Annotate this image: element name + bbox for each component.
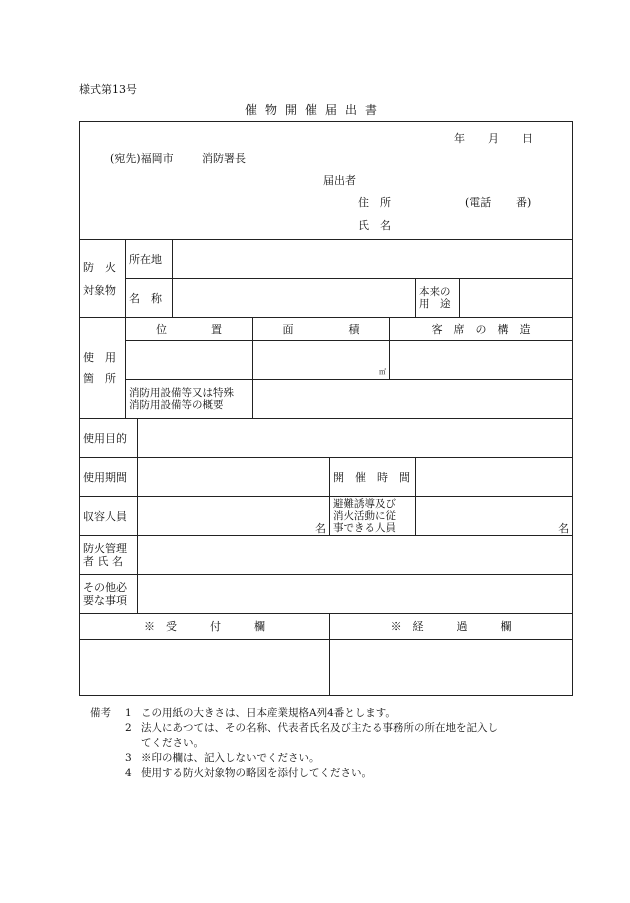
capacity-unit: 名 bbox=[315, 522, 326, 535]
area-unit: ㎡ bbox=[379, 368, 386, 376]
capacity-label: 収容人員 bbox=[80, 497, 138, 536]
remarks bbox=[90, 706, 498, 781]
target-label bbox=[80, 240, 126, 318]
remark-text: 法人にあつては、その名称、代表者氏名及び主たる事務所の所在地を記入し bbox=[141, 722, 498, 734]
other-line1: その他必 bbox=[83, 581, 127, 594]
area-field[interactable] bbox=[253, 341, 390, 380]
other-line2: 要な事項 bbox=[83, 594, 127, 607]
equipment-field[interactable] bbox=[253, 380, 573, 419]
phone-label: (電話 bbox=[465, 196, 492, 209]
reception-field bbox=[80, 640, 330, 696]
address-label: 住 所 bbox=[358, 196, 391, 209]
staff-label bbox=[330, 497, 416, 536]
notifier-label: 届出者 bbox=[323, 174, 356, 187]
reception-header: ※ 受 付 欄 bbox=[80, 614, 330, 640]
purpose-of-use-label: 使用目的 bbox=[80, 419, 138, 458]
location-field[interactable] bbox=[173, 240, 573, 279]
capacity-field[interactable] bbox=[138, 497, 330, 536]
purpose-label-line1: 本来の bbox=[419, 286, 451, 298]
date-year: 年 bbox=[454, 132, 465, 145]
purpose-label bbox=[416, 279, 460, 318]
remark-num: 1 bbox=[125, 707, 132, 719]
col-position: 位 置 bbox=[126, 318, 253, 341]
location-label: 所在地 bbox=[126, 240, 173, 279]
remark-text: この用紙の大きさは、日本産業規格A列4番とします。 bbox=[141, 707, 396, 719]
remark-num: 4 bbox=[125, 767, 132, 779]
event-time-label: 開 催 時 間 bbox=[330, 458, 416, 497]
position-field[interactable] bbox=[126, 341, 253, 380]
staff-line2: 消火活動に従 bbox=[333, 510, 396, 522]
equipment-label bbox=[126, 380, 253, 419]
addressee: (宛先)福岡市 bbox=[110, 152, 174, 165]
staff-field[interactable] bbox=[416, 497, 573, 536]
progress-header: ※ 経 過 欄 bbox=[330, 614, 573, 640]
event-time-field[interactable] bbox=[416, 458, 573, 497]
fire-manager-label bbox=[80, 536, 138, 575]
fire-manager-field[interactable] bbox=[138, 536, 573, 575]
chief: 消防署長 bbox=[202, 152, 246, 165]
target-label-line2: 対象物 bbox=[83, 283, 116, 297]
date-month: 月 bbox=[488, 132, 499, 145]
name-label: 氏 名 bbox=[358, 219, 391, 232]
name-field[interactable] bbox=[173, 279, 416, 318]
usage-label-line1: 使 用 bbox=[83, 351, 116, 364]
equipment-line2: 消防用設備等の概要 bbox=[129, 399, 224, 411]
usage-label bbox=[80, 318, 126, 419]
staff-line3: 事できる人員 bbox=[333, 522, 396, 534]
seating-field[interactable] bbox=[390, 341, 573, 380]
phone-suffix: 番) bbox=[516, 196, 532, 209]
purpose-label-line2: 用 途 bbox=[419, 298, 451, 310]
remark-text: ※印の欄は、記入しないでください。 bbox=[141, 752, 320, 764]
remark-num: 2 bbox=[125, 722, 132, 734]
col-area: 面 積 bbox=[253, 318, 390, 341]
remark-text: 使用する防火対象物の略図を添付してください。 bbox=[141, 767, 372, 779]
form-number: 様式第13号 bbox=[79, 83, 137, 96]
name-label-cell: 名 称 bbox=[126, 279, 173, 318]
fire-manager-line1: 防火管理 bbox=[83, 542, 127, 555]
purpose-field[interactable] bbox=[460, 279, 573, 318]
remark-num: 3 bbox=[125, 752, 132, 764]
notification-form bbox=[79, 121, 573, 696]
period-field[interactable] bbox=[138, 458, 330, 497]
staff-unit: 名 bbox=[558, 522, 570, 535]
purpose-of-use-field[interactable] bbox=[138, 419, 573, 458]
header-section bbox=[80, 122, 573, 240]
usage-label-line2: 箇 所 bbox=[83, 372, 116, 385]
other-field[interactable] bbox=[138, 575, 573, 614]
other-label bbox=[80, 575, 138, 614]
progress-field bbox=[330, 640, 573, 696]
page-title: 催物開催届出書 bbox=[244, 103, 385, 117]
staff-line1: 避難誘導及び bbox=[333, 498, 396, 510]
target-label-line1: 防 火 bbox=[83, 260, 116, 274]
col-seating: 客 席 の 構 造 bbox=[390, 318, 573, 341]
date-day: 日 bbox=[522, 132, 533, 145]
remarks-label: 備考 bbox=[90, 707, 111, 719]
fire-manager-line2: 者 氏 名 bbox=[83, 555, 123, 568]
period-label: 使用期間 bbox=[80, 458, 138, 497]
remark-text-cont: てください。 bbox=[141, 737, 204, 749]
equipment-line1: 消防用設備等又は特殊 bbox=[129, 387, 234, 399]
